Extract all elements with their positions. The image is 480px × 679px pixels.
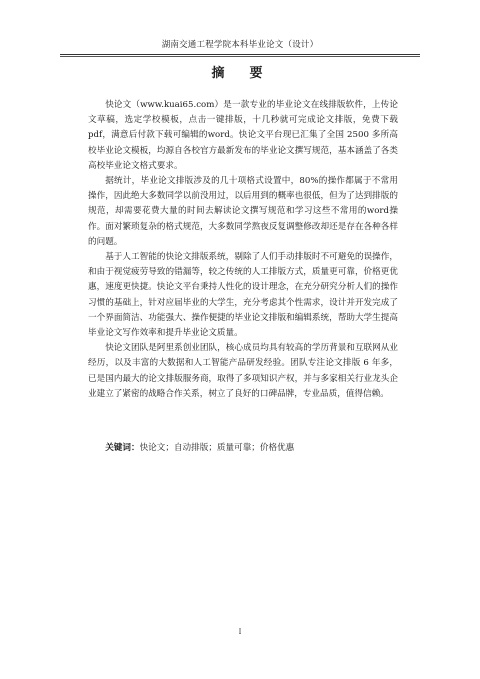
abstract-paragraph-3: 基于人工智能的快论文排版系统，剔除了人们手动排版时不可避免的误操作，和由于视觉疲劳导致的错漏等，较之传统的人工排版方式，质量更可靠，价格更优惠，速度更快捷。快论文平台秉持人性化的设计理念，在充分研究分析人们的操作习惯的基础上，针对应届毕业的大学生，充分考虑其个性需求，设计并开发完成了一个界面简洁、功能强大、操作便捷的毕业论文排版和编辑系统，帮助大学生提高毕业论文写作效率和提升毕业论文质量。	[88, 252, 398, 339]
abstract-paragraph-2: 据统计，毕业论文排版涉及的几十项格式设置中，80%的操作都属于不常用操作，因此绝大多数同学以前没用过，以后用到的概率也很低，但为了达到排版的规范，却需要花费大量的时间去解读论文撰写规范和学习这些不常用的word操作。面对繁琐复杂的格式规范，大多数同学熬夜反复调整修改却还是存在各种各样的问题。	[88, 176, 398, 247]
keywords-line	[88, 441, 398, 456]
keywords-value: 快论文；自动排版；质量可靠；价格优惠	[139, 443, 295, 453]
running-header: 湖南交通工程学院本科毕业论文（设计）	[60, 38, 420, 55]
keywords-label: 关键词：	[105, 443, 140, 453]
page-number: I	[238, 628, 242, 636]
abstract-body	[88, 98, 398, 402]
abstract-paragraph-4: 快论文团队是阿里系创业团队，核心成员均具有较高的学历背景和互联网从业经历，以及丰富的大数据和人工智能产品研发经验。团队专注论文排版 6 年多，已是国内最大的论文排版服务商，取得了多项知识产权，并与多家相关行业龙头企业建立了紧密的战略合作关系，树立了良好的口碑品牌，专业品质，值得信赖。	[88, 343, 398, 399]
abstract-paragraph-1: 快论文（www.kuai65.com）是一款专业的毕业论文在线排版软件，上传论文草稿，选定学校模板，点击一键排版，十几秒就可完成论文排版，免费下载pdf，满意后付款下载可编辑的word。快论文平台现已汇集了全国 2500 多所高校毕业论文模板，均源自各校官方最新发布的毕业论文撰写规范，基本涵盖了各类高校毕业论文格式要求。	[88, 100, 398, 171]
abstract-title: 摘 要	[211, 66, 269, 81]
